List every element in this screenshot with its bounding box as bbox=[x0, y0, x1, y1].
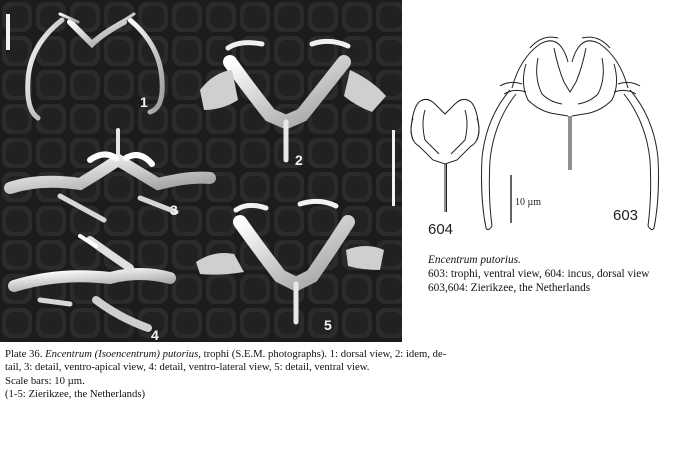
plate-caption-line-4: (1-5: Zierikzee, the Netherlands) bbox=[5, 388, 146, 401]
drawing-scale-label: 10 µm bbox=[515, 197, 542, 208]
sem-photographs bbox=[0, 0, 402, 342]
scale-bar-1 bbox=[6, 14, 10, 50]
plate-caption-line-1 bbox=[5, 348, 585, 361]
scale-bar-2 bbox=[392, 130, 395, 206]
drawing-caption bbox=[428, 253, 700, 295]
drawing-caption-line-1: 603: trophi, ventral view, 604: incus, dorsal view bbox=[428, 268, 650, 280]
figure-number-1: 1 bbox=[140, 94, 148, 110]
sem-photograph-plate bbox=[0, 0, 402, 342]
drawing-caption-line-2: 603,604: Zierikzee, the Netherlands bbox=[428, 282, 591, 294]
drawing-label-603: 603 bbox=[613, 207, 639, 224]
plate-caption-prefix: Plate 36. bbox=[5, 348, 46, 360]
drawing-caption-species: Encentrum putorius. bbox=[428, 254, 521, 266]
drawing-scale-bar bbox=[508, 175, 514, 225]
plate-caption-title: Encentrum (Isoencentrum) putorius bbox=[45, 348, 199, 360]
plate-caption-line-3: Scale bars: 10 µm. bbox=[5, 374, 85, 387]
drawing-label-604: 604 bbox=[428, 221, 454, 238]
plate-caption bbox=[5, 348, 585, 402]
figure-number-2: 2 bbox=[295, 152, 303, 168]
figure-number-3: 3 bbox=[170, 202, 178, 218]
figure-number-5: 5 bbox=[324, 317, 332, 333]
plate-caption-line-1-rest: , trophi (S.E.M. photographs). 1: dorsal view, 2: idem, de- bbox=[198, 348, 447, 360]
drawing-603-trophi bbox=[470, 28, 670, 234]
plate-caption-line-2: tail, 3: detail, ventro-apical view, 4: detail, ventro-lateral view, 5: detail, ventral view. bbox=[5, 361, 370, 374]
figure-number-4: 4 bbox=[151, 327, 159, 342]
